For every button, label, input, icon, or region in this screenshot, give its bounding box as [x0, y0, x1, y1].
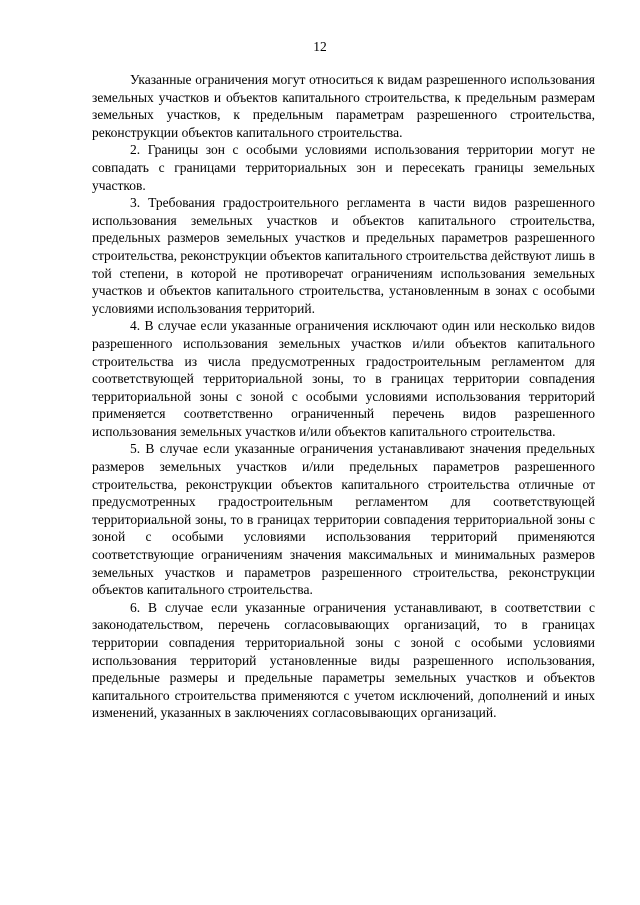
- page-number: 12: [313, 39, 327, 54]
- document-body: [92, 71, 595, 722]
- paragraph-restrictions-intro: Указанные ограничения могут относиться к видам разрешенного использования земельных участков и объектов капитального строительства, к предельным размерам земельных участков, к предельным параметрам разрешенного строительства, реконструкции объектов капитального строительства.: [92, 72, 595, 140]
- paragraph-item-6: 6. В случае если указанные ограничения устанавливают, в соответствии с законодательством, перечень согласовывающих организаций, то в границах территории совпадения территориальной зоны с зоной с особыми условиями использования территорий установленные виды разрешенного использования, предельные размеры и предельные параметры земельных участков и объектов капитального строительства применяются с учетом исключений, дополнений и иных изменений, указанных в заключениях согласовывающих организаций.: [92, 599, 595, 721]
- paragraph-item-4: 4. В случае если указанные ограничения исключают один или несколько видов разрешенного использования земельных участков и/или объектов капитального строительства из числа предусмотренных градостроительным регламентом для соответствующей территориальной зоны, то в границах территории совпадения территориальной зоны с зоной с особыми условиями использования территорий применяется соответственно ограниченный перечень видов разрешенного использования земельных участков и/или объектов капитального строительства.: [92, 318, 595, 439]
- paragraph-item-5: 5. В случае если указанные ограничения устанавливают значения предельных размеров земельных участков и/или предельных параметров разрешенного строительства, реконструкции объектов капитального строительства отличные от предусмотренных градостроительным регламентом для соответствующей территориальной зоны, то в границах территории совпадения территориальной зоны с зоной с особыми условиями использования территорий применяются соответствующие ограничениям значения максимальных и минимальных размеров земельных участков и параметров разрешенного строительства, реконструкции объектов капитального строительства.: [92, 441, 595, 598]
- paragraph-item-2: 2. Границы зон с особыми условиями использования территории могут не совпадать с границами территориальных зон и пересекать границы земельных участков.: [92, 142, 595, 193]
- paragraph-item-3: 3. Требования градостроительного регламента в части видов разрешенного использования земельных участков и объектов капитального строительства, предельных размеров земельных участков и предельных параметров разрешенного строительства, реконструкции объектов капитального строительства действуют лишь в той степени, в которой не противоречат ограничениям использования земельных участков и объектов капитального строительства, установленным в зонах с особыми условиями использования территорий.: [92, 195, 595, 316]
